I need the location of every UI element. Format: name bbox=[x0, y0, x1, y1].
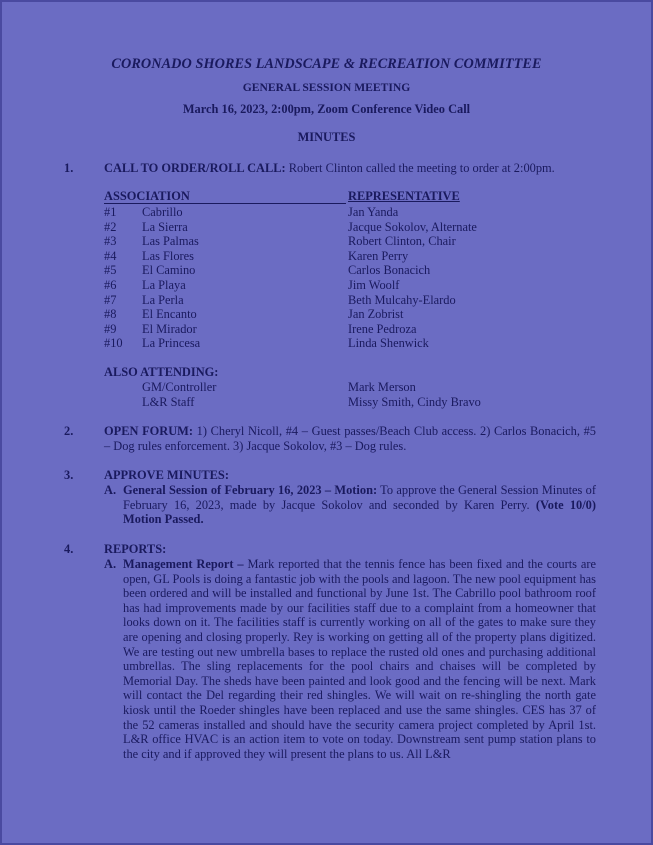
roll-row-association: La Sierra bbox=[142, 219, 188, 234]
roll-row-association: La Playa bbox=[142, 278, 186, 292]
section-4-heading: REPORTS: bbox=[104, 542, 167, 556]
section-1-text: Robert Clinton called the meeting to order at 2:00pm. bbox=[285, 161, 555, 175]
section-4-item-letter: A. bbox=[104, 557, 117, 571]
section-3-item-text: To approve the General Session Minutes of February 16, 2023, made by Jacque Sokolov and seconded by Karen Perry. bbox=[123, 483, 596, 512]
roll-row-number: #10 bbox=[104, 336, 123, 351]
section-4-item-text: Mark reported that the tennis fence has been fixed and the courts are open, GL Pools is doing a fantastic job with the pools and lagoon. The new pool equipment has been ordered and will be installed and functional by June 1st. The Cabrillo pool bathroom roof has had improvements made by our facilities staff due to a complaint from a homeowner that looks down on it. The facilities staff is currently working on all of the gates to make sure they are opening and closing properly. Rey is working on getting all of the property plans digitized. We are testing out new umbrella bases to replace the rusted old ones and purchasing additional umbrellas. The sling replacements for the pool chairs and chaises will be completed by Memorial Day. The sheds have been painted and look good and the fencing will be next. Mark will contact the Del regarding their red shingles. We will wait on re-shingling the north gate kiosk until the Roeder shingles have been replaced and use the same shingles. CES has 37 of the 52 cameras installed and should have the security camera project completed by April 1st. L&R office HVAC is an action item to vote on today. Downstream sent pump station plans to the city and if approved they will present the plans to us. All L&R bbox=[123, 557, 596, 761]
section-2-heading: OPEN FORUM: bbox=[104, 424, 193, 438]
section-1-number: 1. bbox=[64, 161, 74, 175]
roll-row-representative: Jim Woolf bbox=[348, 278, 400, 292]
roll-row-representative: Linda Shenwick bbox=[348, 336, 429, 351]
roll-row-representative: Beth Mulcahy-Elardo bbox=[348, 292, 456, 307]
section-2-text: 1) Cheryl Nicoll, #4 – Guest passes/Beach Club access. 2) Carlos Bonacich, #5 – Dog rules enforcement. 3) Jacque Sokolov, #3 – Dog rules. bbox=[104, 424, 596, 453]
roll-row-number: #8 bbox=[104, 307, 117, 322]
roll-row-representative: Robert Clinton, Chair bbox=[348, 234, 456, 249]
session-title: GENERAL SESSION MEETING bbox=[242, 81, 411, 94]
roll-row-representative: Irene Pedroza bbox=[348, 321, 417, 336]
section-4-item-paragraph bbox=[123, 557, 596, 761]
section-2-paragraph bbox=[104, 424, 596, 453]
roll-row-number: #5 bbox=[104, 263, 117, 278]
section-1-line bbox=[104, 161, 555, 176]
roll-row-number: #2 bbox=[104, 219, 117, 234]
section-3-item-letter: A. bbox=[104, 483, 117, 497]
roll-row-association: La Princesa bbox=[142, 336, 201, 351]
roll-row-number: #7 bbox=[104, 292, 117, 307]
also-attending-name: Mark Merson bbox=[348, 380, 416, 394]
representative-column-header: REPRESENTATIVE bbox=[348, 189, 460, 203]
committee-title: CORONADO SHORES LANDSCAPE & RECREATION COMMITTEE bbox=[111, 56, 542, 72]
roll-row-association: El Mirador bbox=[142, 321, 197, 336]
section-3-item-title: General Session of February 16, 2023 – Motion: bbox=[123, 483, 378, 497]
roll-row-association: El Encanto bbox=[142, 307, 197, 322]
section-4-number: 4. bbox=[64, 542, 74, 556]
roll-row-representative: Jacque Sokolov, Alternate bbox=[348, 219, 477, 234]
minutes-heading: MINUTES bbox=[297, 130, 356, 144]
roll-row-association: La Perla bbox=[142, 292, 184, 307]
also-attending-role: GM/Controller bbox=[142, 380, 217, 394]
section-4-item-title: Management Report – bbox=[123, 557, 244, 571]
roll-row-association: Las Flores bbox=[142, 248, 194, 263]
roll-row-representative: Karen Perry bbox=[348, 248, 409, 263]
roll-row-representative: Carlos Bonacich bbox=[348, 263, 431, 278]
section-2-number: 2. bbox=[64, 424, 74, 438]
section-1-heading: CALL TO ORDER/ROLL CALL: bbox=[104, 161, 286, 175]
section-3-number: 3. bbox=[64, 468, 74, 482]
roll-row-number: #3 bbox=[104, 234, 117, 249]
section-3-vote-result: (Vote 10/0) Motion Passed. bbox=[123, 497, 596, 527]
meeting-date-line: March 16, 2023, 2:00pm, Zoom Conference Video Call bbox=[182, 102, 471, 116]
roll-row-representative: Jan Yanda bbox=[348, 205, 399, 219]
roll-row-number: #1 bbox=[104, 205, 117, 219]
roll-row-association: El Camino bbox=[142, 263, 196, 278]
roll-row-number: #4 bbox=[104, 248, 117, 263]
roll-row-number: #6 bbox=[104, 278, 117, 292]
association-column-header: ASSOCIATION bbox=[104, 190, 346, 204]
roll-row-association: Las Palmas bbox=[142, 234, 199, 249]
also-attending-name: Missy Smith, Cindy Bravo bbox=[348, 394, 481, 409]
also-attending-heading: ALSO ATTENDING: bbox=[104, 365, 219, 379]
also-attending-role: L&R Staff bbox=[142, 394, 195, 409]
section-3-item-paragraph bbox=[123, 483, 596, 527]
section-3-heading: APPROVE MINUTES: bbox=[104, 468, 229, 482]
roll-row-association: Cabrillo bbox=[142, 205, 183, 219]
roll-row-representative: Jan Zobrist bbox=[348, 307, 404, 322]
roll-row-number: #9 bbox=[104, 321, 117, 336]
